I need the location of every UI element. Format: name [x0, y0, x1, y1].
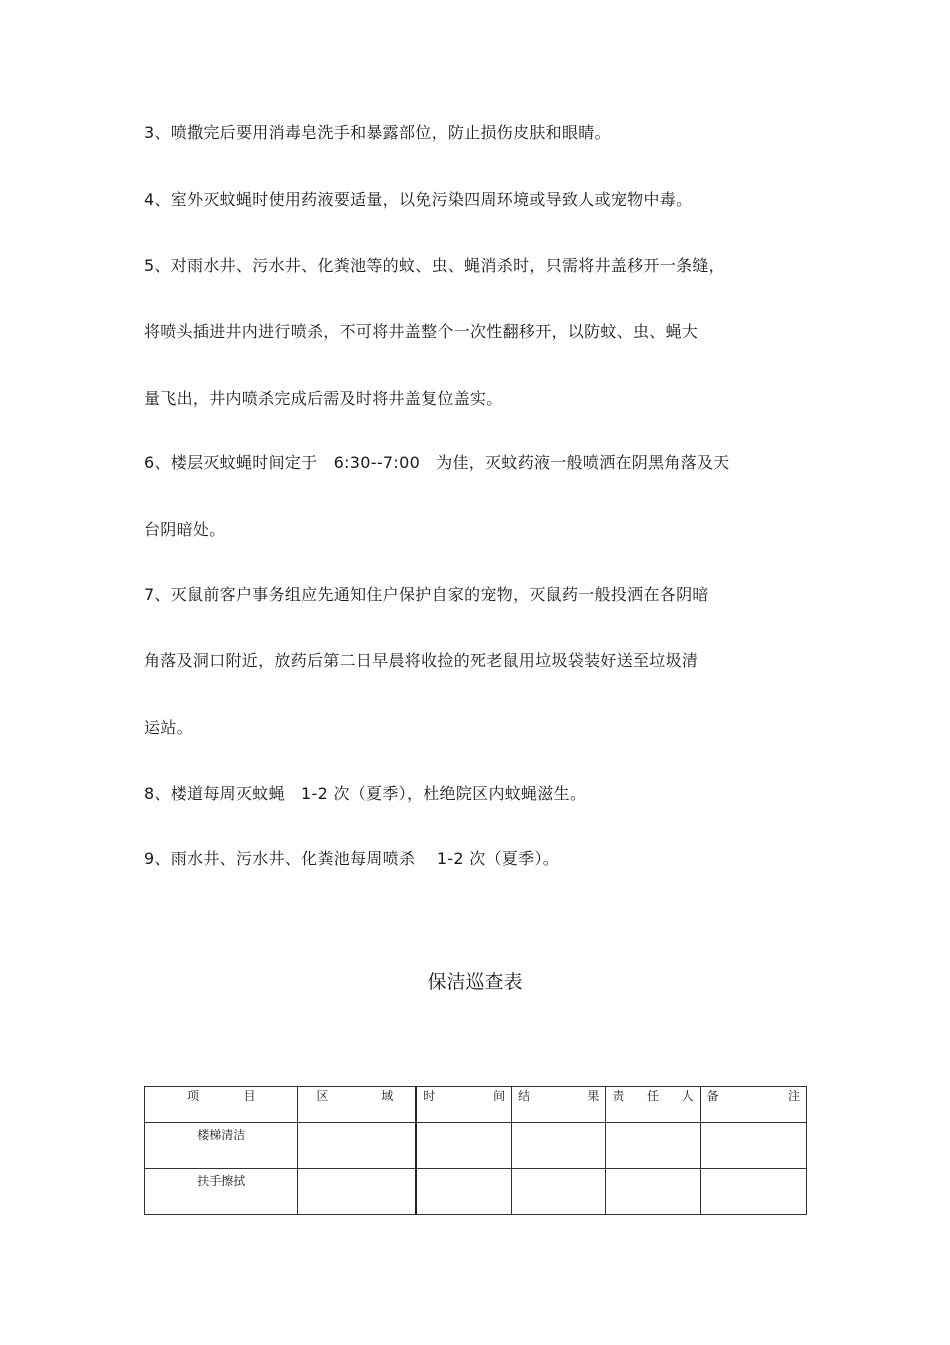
row-responsible	[606, 1123, 700, 1169]
row-remarks	[700, 1169, 806, 1215]
row-item: 楼梯清洁	[145, 1123, 298, 1169]
paragraph-line: 3、喷撒完后要用消毒皂洗手和暴露部位，防止损伤皮肤和眼睛。	[144, 123, 611, 142]
paragraph-line: 运站。	[144, 718, 193, 737]
table-row	[145, 1169, 807, 1215]
paragraph-line: 量飞出，井内喷杀完成后需及时将井盖复位盖实。	[144, 389, 503, 408]
row-area	[298, 1169, 416, 1215]
row-result	[512, 1123, 606, 1169]
row-area	[298, 1123, 416, 1169]
header-area: 区 域	[298, 1087, 416, 1123]
paragraph-line: 将喷头插进井内进行喷杀，不可将井盖整个一次性翻移开，以防蚊、虫、蝇大	[144, 322, 699, 341]
header-responsible: 责 任 人	[606, 1087, 700, 1123]
row-time	[416, 1123, 511, 1169]
inspection-table	[144, 1086, 807, 1215]
paragraph-line: 8、楼道每周灭蚊蝇 1-2 次（夏季），杜绝院区内蚊蝇滋生。	[144, 784, 587, 803]
header-item: 项 目	[145, 1087, 298, 1123]
row-time	[416, 1169, 511, 1215]
row-result	[512, 1169, 606, 1215]
paragraph-line: 6、楼层灭蚊蝇时间定于 6:30--7:00 为佳，灭蚊药液一般喷洒在阴黑角落及天	[144, 453, 730, 472]
header-remarks: 备 注	[700, 1087, 806, 1123]
paragraph-line: 9、雨水井、污水井、化粪池每周喷杀 1-2 次（夏季）。	[144, 849, 560, 868]
header-result: 结 果	[512, 1087, 606, 1123]
header-time: 时 间	[416, 1087, 511, 1123]
paragraph-line: 4、室外灭蚊蝇时使用药液要适量，以免污染四周环境或导致人或宠物中毒。	[144, 190, 693, 209]
paragraph-line: 台阴暗处。	[144, 520, 226, 539]
row-item: 扶手擦拭	[145, 1169, 298, 1215]
table-header-row	[145, 1087, 807, 1123]
row-remarks	[700, 1123, 806, 1169]
paragraph-line: 5、对雨水井、污水井、化粪池等的蚊、虫、蝇消杀时，只需将井盖移开一条缝，	[144, 256, 725, 275]
paragraph-line: 角落及洞口附近，放药后第二日早晨将收捡的死老鼠用垃圾袋装好送至垃圾清	[144, 651, 699, 670]
table-title: 保洁巡查表	[427, 971, 523, 993]
table-row	[145, 1123, 807, 1169]
paragraph-line: 7、灭鼠前客户事务组应先通知住户保护自家的宠物，灭鼠药一般投洒在各阴暗	[144, 585, 709, 604]
row-responsible	[606, 1169, 700, 1215]
